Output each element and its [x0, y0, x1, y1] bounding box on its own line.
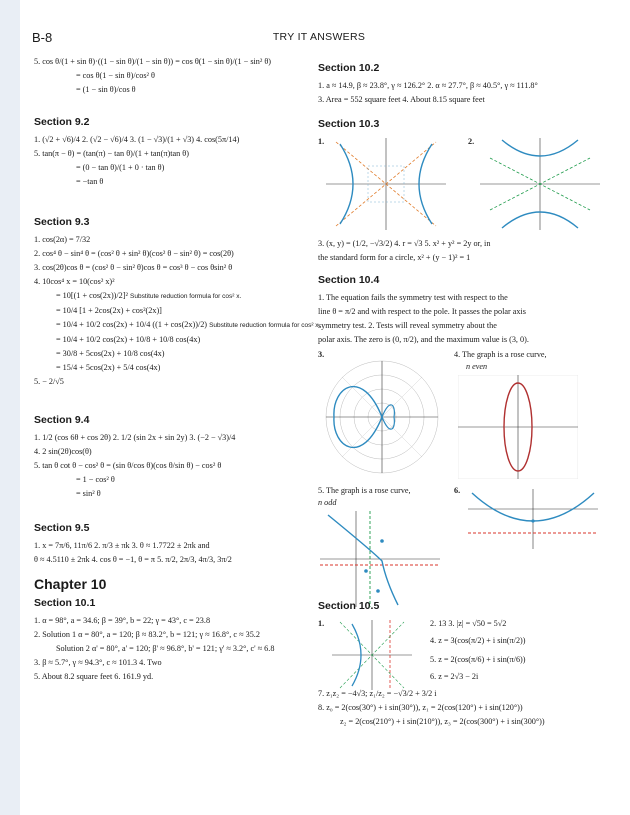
figure-caption: 5. The graph is a rose curve,	[318, 486, 411, 495]
answer-line: 1. x = 7π/6, 11π/6 2. π/3 ± πk 3. θ ≈ 1.7722 ± 2πk and	[34, 541, 210, 550]
answer-line: = cos θ(1 − sin θ)/cos² θ	[76, 71, 155, 80]
answer-line: 1. 1/2 (cos 6θ + cos 2θ) 2. 1/2 (sin 2x + sin 2y) 3. (−2 − √3)/4	[34, 433, 236, 442]
left-column	[34, 56, 321, 685]
hyperbola-graph-2	[480, 138, 600, 230]
answer-line: = (1 − sin θ)/cos θ	[76, 85, 136, 94]
answer-line: 3. (x, y) = (1/2, −√3/2) 4. r = √3 5. x² + y² = 2y or, in	[318, 239, 491, 248]
answer-line: 5. tan(π − θ) = (tan(π) − tan θ)/(1 + tan(π)tan θ)	[34, 149, 189, 158]
answer-line: 1. The equation fails the symmetry test with respect to the	[318, 293, 508, 302]
figure-caption: n even	[466, 362, 488, 371]
answer-line: 3. Area = 552 square feet 4. About 8.15 square feet	[318, 95, 485, 104]
answer-line: symmetry test. 2. Tests will reveal symmetry about the	[318, 321, 497, 330]
figure-label: 3.	[318, 350, 325, 359]
answer-line: 6. z = 2√3 − 2i	[430, 672, 479, 681]
figure-label: 2.	[468, 137, 475, 146]
rose-curve-even-graph	[458, 375, 578, 479]
answer-line: 1. a ≈ 14.9, β ≈ 23.8°, γ ≈ 126.2° 2. α ≈ 27.7°, β ≈ 40.5°, γ ≈ 111.8°	[318, 81, 538, 90]
section-heading: Section 9.3	[34, 216, 90, 228]
answer-line: polar axis. The zero is (0, π/2), and the maximum value is (3, 0).	[318, 335, 529, 344]
page-number: B-8	[32, 30, 53, 45]
answer-line: θ ≈ 4.5110 ± 2πk 4. cos θ = −1, θ = π 5. π/2, 2π/3, 4π/3, 3π/2	[34, 555, 232, 564]
answer-line: 1. (√2 + √6)/4 2. (√2 − √6)/4 3. (1 − √3)/(1 + √3) 4. cos(5π/14)	[34, 135, 240, 144]
answer-line: 7. z₁z₂ = −4√3; z₁/z₂ = −√3/2 + 3/2 i	[318, 689, 437, 698]
answer-line: = 1 − cos² θ	[76, 475, 115, 484]
figure-row	[318, 136, 618, 232]
section-heading: Section 10.4	[318, 274, 380, 286]
section-heading: Section 10.1	[34, 597, 96, 609]
answer-text: = 10/4 + 10/2 cos(2x) + 10/4 ((1 + cos(2x))/2)	[56, 320, 208, 329]
answer-line: = 15/4 + 5cos(2x) + 5/4 cos(4x)	[56, 363, 161, 372]
answer-text: = 10[(1 + cos(2x))/2]²	[56, 291, 128, 300]
answer-line: z₂ = 2(cos(210°) + i sin(210°)), z₃ = 2(cos(300°) + i sin(300°))	[340, 717, 545, 726]
answer-line	[34, 319, 321, 331]
section-10-5-body	[318, 618, 618, 727]
figure-caption: n odd	[318, 498, 337, 507]
answer-line: 1. cos(2α) = 7/32	[34, 235, 91, 244]
answer-line: 5. − 2/√5	[34, 377, 64, 386]
answer-line: 2. cos⁴ θ − sin⁴ θ = (cos² θ + sin² θ)(cos² θ − sin² θ) = cos(2θ)	[34, 249, 234, 258]
answer-line: 8. z₀ = 2(cos(30°) + i sin(30°)), z₁ = 2(cos(120°) + i sin(120°))	[318, 703, 523, 712]
answer-line: 5. tan θ cot θ − cos² θ = (sin θ/cos θ)(cos θ/sin θ) − cos² θ	[34, 461, 222, 470]
answer-line: 3. β ≈ 5.7°, γ ≈ 94.3°, c ≈ 101.3 4. Two	[34, 658, 162, 667]
answer-line: 5. About 8.2 square feet 6. 161.9 yd.	[34, 672, 154, 681]
right-column	[318, 56, 618, 730]
section-heading: Section 9.5	[34, 522, 90, 534]
answer-line: = (0 − tan θ)/(1 + 0 · tan θ)	[76, 163, 165, 172]
page-margin-bar	[0, 0, 20, 815]
figure-row	[318, 349, 618, 479]
answer-line: Solution 2 α' = 80°, a' = 120; β' ≈ 96.8°, b' = 121; γ' ≈ 3.2°, c' ≈ 6.8	[56, 644, 275, 653]
answer-line: = 10/4 [1 + 2cos(2x) + cos²(2x)]	[56, 306, 162, 315]
figure-label: 1.	[318, 619, 325, 628]
hyperbola-graph-1	[326, 138, 446, 230]
answer-line: 5. cos θ/(1 + sin θ)·((1 − sin θ)/(1 − sin θ)) = cos θ(1 − sin θ)/(1 − sin² θ)	[34, 57, 272, 66]
figure-row	[318, 485, 618, 595]
section-heading: Section 9.2	[34, 116, 90, 128]
figure-label	[454, 349, 547, 360]
answer-line: line θ = π/2 and with respect to the pole. It passes the polar axis	[318, 307, 526, 316]
answer-line: 4. z = 3(cos(π/2) + i sin(π/2))	[430, 636, 526, 645]
margin-note: Substitute reduction formula for cos² x.	[209, 322, 321, 329]
margin-note: Substitute reduction formula for cos² x.	[130, 293, 242, 300]
answer-line: = 30/8 + 5cos(2x) + 10/8 cos(4x)	[56, 349, 165, 358]
figure-caption: 4. The graph is a rose curve,	[454, 350, 547, 359]
page-header	[32, 30, 606, 44]
parabola-graph	[468, 489, 598, 549]
answer-line: 4. 2 sin(2θ)cos(θ)	[34, 447, 92, 456]
answer-line: 2. 13 3. |z| = √50 = 5√2	[430, 619, 507, 628]
polar-graph	[322, 357, 442, 477]
answer-line: 1. α = 98°, a = 34.6; β = 39°, b = 22; γ = 43°, c = 23.8	[34, 616, 211, 625]
rose-curve-odd-graph	[320, 511, 440, 607]
chapter-heading: Chapter 10	[34, 576, 107, 592]
figure-label: 1.	[318, 137, 325, 146]
answer-line: 5. z = 2(cos(π/6) + i sin(π/6))	[430, 655, 526, 664]
section-heading: Section 10.2	[318, 62, 380, 74]
answer-line: the standard form for a circle, x² + (y − 1)² = 1	[318, 253, 471, 262]
section-heading: Section 10.3	[318, 118, 380, 130]
answer-line: = 10/4 + 10/2 cos(2x) + 10/8 + 10/8 cos(4x)	[56, 335, 201, 344]
hyperbola-graph-3	[332, 620, 412, 690]
answer-line: = sin² θ	[76, 489, 101, 498]
answer-line: 4. 10cos⁴ x = 10(cos² x)²	[34, 277, 115, 286]
answers-10-5	[430, 618, 618, 682]
figure-label: 6.	[454, 486, 461, 495]
section-heading: Section 9.4	[34, 414, 90, 426]
answer-line: = −tan θ	[76, 177, 104, 186]
section-heading: Section 10.5	[318, 600, 380, 612]
page-title: TRY IT ANSWERS	[272, 31, 366, 43]
answer-line	[34, 290, 302, 302]
answer-line: 2. Solution 1 α = 80°, a = 120; β ≈ 83.2°, b = 121; γ ≈ 16.8°, c ≈ 35.2	[34, 630, 260, 639]
answer-line: 3. cos(2θ)cos θ = (cos² θ − sin² θ)cos θ = cos³ θ − cos θsin² θ	[34, 263, 233, 272]
page	[20, 0, 630, 815]
